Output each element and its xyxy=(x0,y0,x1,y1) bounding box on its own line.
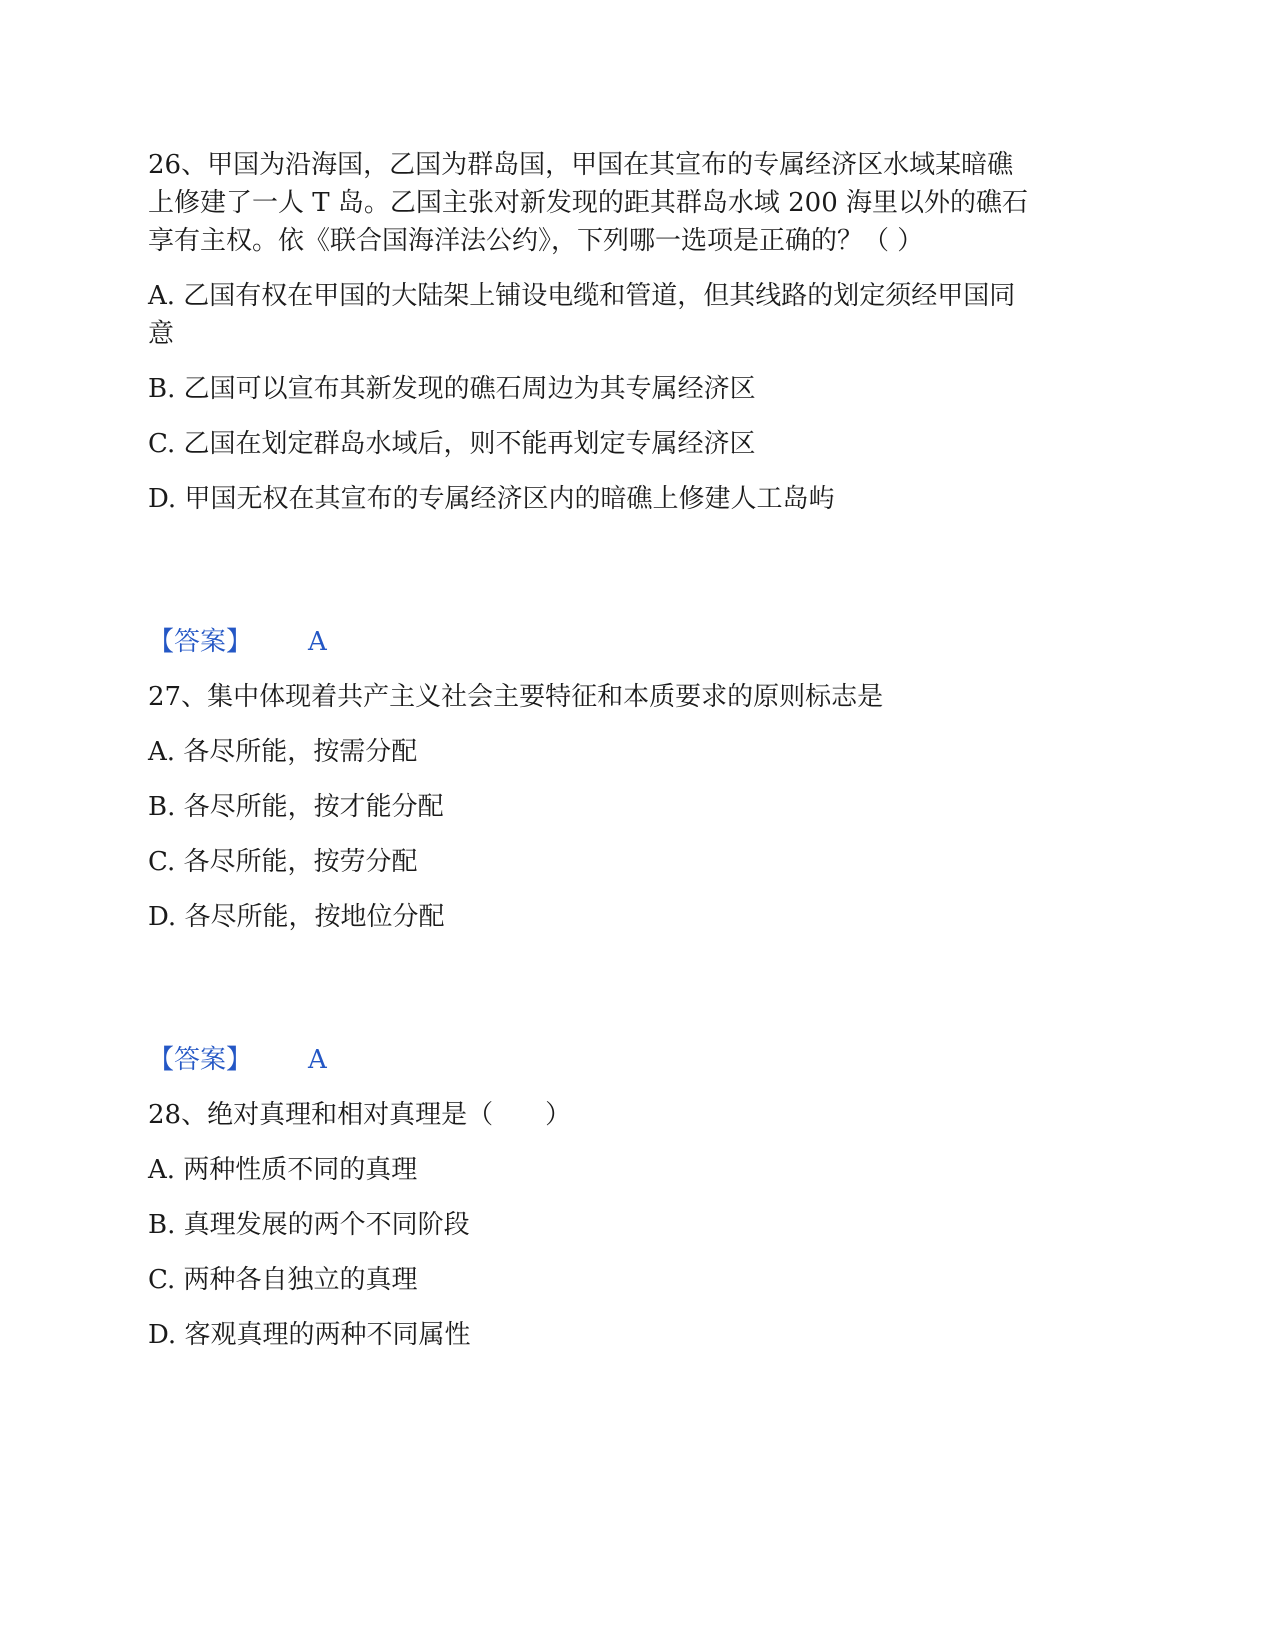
question-28-option-d: D. 客观真理的两种不同属性 xyxy=(148,1320,471,1350)
question-28-option-c: C. 两种各自独立的真理 xyxy=(148,1265,418,1295)
question-27-option-d: D. 各尽所能，按地位分配 xyxy=(148,902,445,932)
question-28-option-b: B. 真理发展的两个不同阶段 xyxy=(148,1210,470,1240)
answer-value: A xyxy=(308,627,327,657)
question-26-option-a: A. 乙国有权在甲国的大陆架上铺设电缆和管道，但其线路的划定须经甲国同 xyxy=(148,281,1016,311)
question-26-stem-line-3: 享有主权。依《联合国海洋法公约》，下列哪一选项是正确的？（ ） xyxy=(148,226,924,256)
question-27-option-c: C. 各尽所能，按劳分配 xyxy=(148,847,418,877)
question-27-answer xyxy=(148,1040,1128,1080)
question-26-option-d: D. 甲国无权在其宣布的专属经济区内的暗礁上修建人工岛屿 xyxy=(148,484,835,514)
question-26-stem-line-2: 上修建了一人 T 岛。乙国主张对新发现的距其群岛水域 200 海里以外的礁石 xyxy=(148,188,1029,218)
answer-label: 【答案】 xyxy=(148,1045,253,1075)
question-26-option-a-cont: 意 xyxy=(148,319,175,349)
question-26-option-c: C. 乙国在划定群岛水域后，则不能再划定专属经济区 xyxy=(148,429,756,459)
question-27-option-a: A. 各尽所能，按需分配 xyxy=(148,737,418,767)
answer-value: A xyxy=(308,1045,327,1075)
question-27-option-b: B. 各尽所能，按才能分配 xyxy=(148,792,444,822)
answer-label: 【答案】 xyxy=(148,627,253,657)
question-27-stem: 27、集中体现着共产主义社会主要特征和本质要求的原则标志是 xyxy=(148,682,884,712)
question-26-answer xyxy=(148,622,1128,662)
question-26-option-b: B. 乙国可以宣布其新发现的礁石周边为其专属经济区 xyxy=(148,374,756,404)
question-28-stem: 28、绝对真理和相对真理是（ ） xyxy=(148,1100,572,1130)
question-26-stem-line-1: 26、甲国为沿海国，乙国为群岛国，甲国在其宣布的专属经济区水域某暗礁 xyxy=(148,150,1014,180)
question-28-option-a: A. 两种性质不同的真理 xyxy=(148,1155,418,1185)
